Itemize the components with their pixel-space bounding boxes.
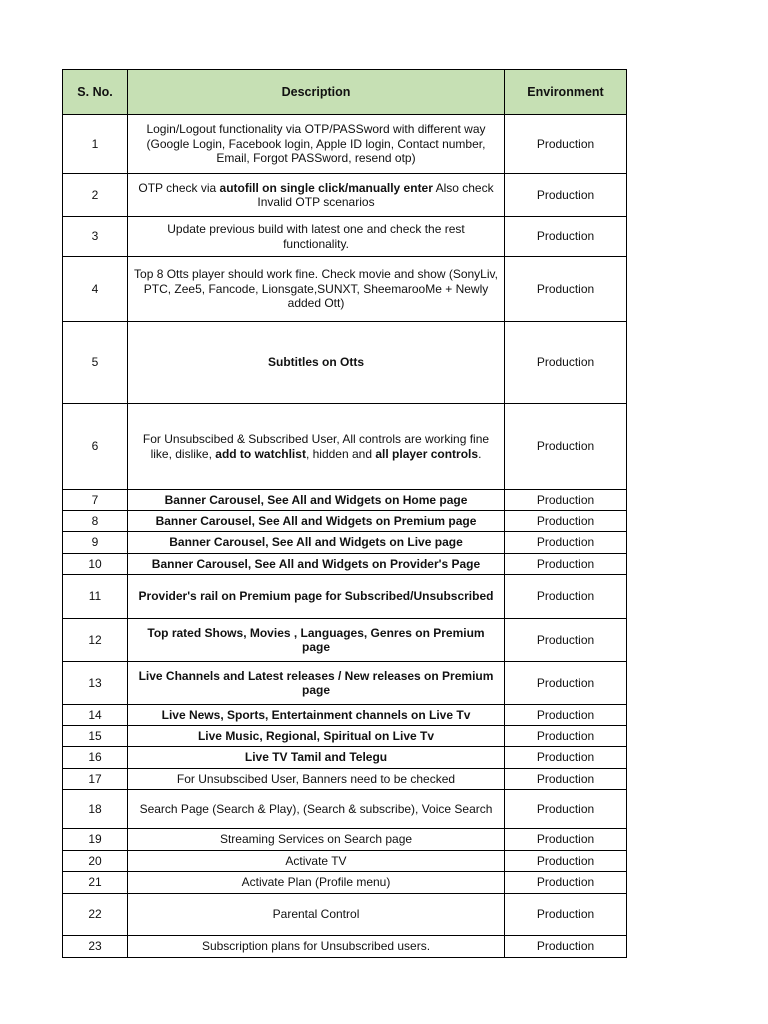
table-row xyxy=(63,217,627,257)
cell-sno: 12 xyxy=(63,619,128,662)
cell-sno: 6 xyxy=(63,404,128,490)
cell-environment: Production xyxy=(505,322,627,404)
cell-sno: 23 xyxy=(63,936,128,958)
description-text: Login/Logout functionality via OTP/PASSword with different way (Google Login, Facebook login, Apple ID login, Contact number, Email, Forgot PASSword, resend otp) xyxy=(146,122,486,166)
cell-environment: Production xyxy=(505,174,627,217)
table-row xyxy=(63,257,627,322)
table-row xyxy=(63,829,627,851)
cell-description xyxy=(128,217,505,257)
table-row xyxy=(63,490,627,511)
description-text: For Unsubscibed & Subscribed User, All controls are working fine like, dislike, xyxy=(142,432,490,461)
cell-description xyxy=(128,726,505,747)
cell-sno: 19 xyxy=(63,829,128,851)
cell-description xyxy=(128,705,505,726)
cell-description xyxy=(128,322,505,404)
description-text: Parental Control xyxy=(272,907,360,922)
cell-description xyxy=(128,511,505,532)
description-text: OTP check via xyxy=(138,180,220,195)
description-text: Search Page (Search & Play), (Search & subscribe), Voice Search xyxy=(139,801,493,816)
cell-description xyxy=(128,747,505,769)
cell-sno: 16 xyxy=(63,747,128,769)
table-row xyxy=(63,747,627,769)
table-row xyxy=(63,726,627,747)
description-text: Activate TV xyxy=(285,853,347,868)
cell-environment: Production xyxy=(505,894,627,936)
table-row xyxy=(63,619,627,662)
description-text: Activate Plan (Profile menu) xyxy=(241,875,391,890)
cell-description xyxy=(128,532,505,554)
description-text: Banner Carousel, See All and Widgets on Provider's Page xyxy=(151,556,481,571)
table-row xyxy=(63,575,627,619)
cell-description xyxy=(128,936,505,958)
description-text: Live TV Tamil and Telegu xyxy=(244,750,388,765)
cell-environment: Production xyxy=(505,554,627,575)
cell-environment: Production xyxy=(505,532,627,554)
cell-sno: 20 xyxy=(63,851,128,872)
cell-environment: Production xyxy=(505,619,627,662)
cell-description xyxy=(128,554,505,575)
cell-sno: 1 xyxy=(63,115,128,174)
cell-environment: Production xyxy=(505,851,627,872)
cell-sno: 13 xyxy=(63,662,128,705)
cell-description xyxy=(128,790,505,829)
table-row xyxy=(63,115,627,174)
description-text: , hidden and xyxy=(305,446,376,461)
cell-environment: Production xyxy=(505,490,627,511)
cell-description xyxy=(128,115,505,174)
column-header-description: Description xyxy=(128,70,505,115)
cell-description xyxy=(128,829,505,851)
header-row xyxy=(63,70,627,115)
test-case-table xyxy=(62,69,627,958)
table-row xyxy=(63,404,627,490)
description-text: Also check Invalid OTP scenarios xyxy=(257,180,494,209)
description-emphasis: add to watchlist xyxy=(215,446,306,461)
cell-description xyxy=(128,894,505,936)
description-text: Banner Carousel, See All and Widgets on Premium page xyxy=(155,513,477,528)
description-text: Banner Carousel, See All and Widgets on Home page xyxy=(164,492,468,507)
table-body xyxy=(63,115,627,958)
cell-description xyxy=(128,662,505,705)
cell-sno: 21 xyxy=(63,872,128,894)
cell-sno: 7 xyxy=(63,490,128,511)
cell-sno: 3 xyxy=(63,217,128,257)
cell-description xyxy=(128,769,505,790)
cell-description xyxy=(128,872,505,894)
cell-environment: Production xyxy=(505,511,627,532)
cell-environment: Production xyxy=(505,257,627,322)
cell-environment: Production xyxy=(505,936,627,958)
cell-description xyxy=(128,490,505,511)
column-header-sno: S. No. xyxy=(63,70,128,115)
cell-environment: Production xyxy=(505,769,627,790)
cell-sno: 10 xyxy=(63,554,128,575)
table-row xyxy=(63,511,627,532)
column-header-environment: Environment xyxy=(505,70,627,115)
description-emphasis: autofill on single click/manually enter xyxy=(219,180,433,195)
description-text: Subscription plans for Unsubscribed users. xyxy=(201,939,431,954)
cell-environment: Production xyxy=(505,829,627,851)
table-row xyxy=(63,322,627,404)
cell-description xyxy=(128,851,505,872)
table-row xyxy=(63,554,627,575)
cell-sno: 8 xyxy=(63,511,128,532)
cell-sno: 2 xyxy=(63,174,128,217)
cell-environment: Production xyxy=(505,790,627,829)
cell-environment: Production xyxy=(505,726,627,747)
cell-sno: 18 xyxy=(63,790,128,829)
description-text: Subtitles on Otts xyxy=(268,355,364,370)
cell-environment: Production xyxy=(505,662,627,705)
table-row xyxy=(63,851,627,872)
cell-description xyxy=(128,575,505,619)
cell-sno: 9 xyxy=(63,532,128,554)
cell-sno: 14 xyxy=(63,705,128,726)
description-text: Update previous build with latest one and check the rest functionality. xyxy=(167,222,465,251)
cell-environment: Production xyxy=(505,705,627,726)
description-text: For Unsubscibed User, Banners need to be checked xyxy=(176,771,456,786)
cell-environment: Production xyxy=(505,747,627,769)
cell-description xyxy=(128,619,505,662)
description-text: Live News, Sports, Entertainment channels on Live Tv xyxy=(161,707,471,722)
description-text: Top rated Shows, Movies , Languages, Genres on Premium page xyxy=(147,625,485,654)
table-row xyxy=(63,705,627,726)
description-text: Banner Carousel, See All and Widgets on Live page xyxy=(169,535,463,550)
cell-sno: 15 xyxy=(63,726,128,747)
description-text: . xyxy=(478,446,482,461)
description-text: Live Music, Regional, Spiritual on Live Tv xyxy=(197,728,435,743)
cell-description xyxy=(128,174,505,217)
cell-sno: 4 xyxy=(63,257,128,322)
description-text: Top 8 Otts player should work fine. Check movie and show (SonyLiv, PTC, Zee5, Fancode, Lionsgate,SUNXT, SheemarooMe + Newly added Ott) xyxy=(134,267,498,311)
cell-environment: Production xyxy=(505,872,627,894)
cell-sno: 17 xyxy=(63,769,128,790)
cell-description xyxy=(128,257,505,322)
cell-environment: Production xyxy=(505,575,627,619)
cell-sno: 22 xyxy=(63,894,128,936)
table-row xyxy=(63,790,627,829)
cell-environment: Production xyxy=(505,115,627,174)
cell-sno: 11 xyxy=(63,575,128,619)
description-emphasis: all player controls xyxy=(375,446,479,461)
description-text: Provider's rail on Premium page for Subscribed/Unsubscribed xyxy=(138,589,494,604)
table-row xyxy=(63,872,627,894)
table-row xyxy=(63,532,627,554)
cell-environment: Production xyxy=(505,404,627,490)
cell-sno: 5 xyxy=(63,322,128,404)
table-row xyxy=(63,936,627,958)
table-row xyxy=(63,174,627,217)
cell-description xyxy=(128,404,505,490)
table-row xyxy=(63,894,627,936)
cell-environment: Production xyxy=(505,217,627,257)
table-row xyxy=(63,769,627,790)
table-row xyxy=(63,662,627,705)
description-text: Streaming Services on Search page xyxy=(219,832,413,847)
description-text: Live Channels and Latest releases / New releases on Premium page xyxy=(138,668,494,697)
